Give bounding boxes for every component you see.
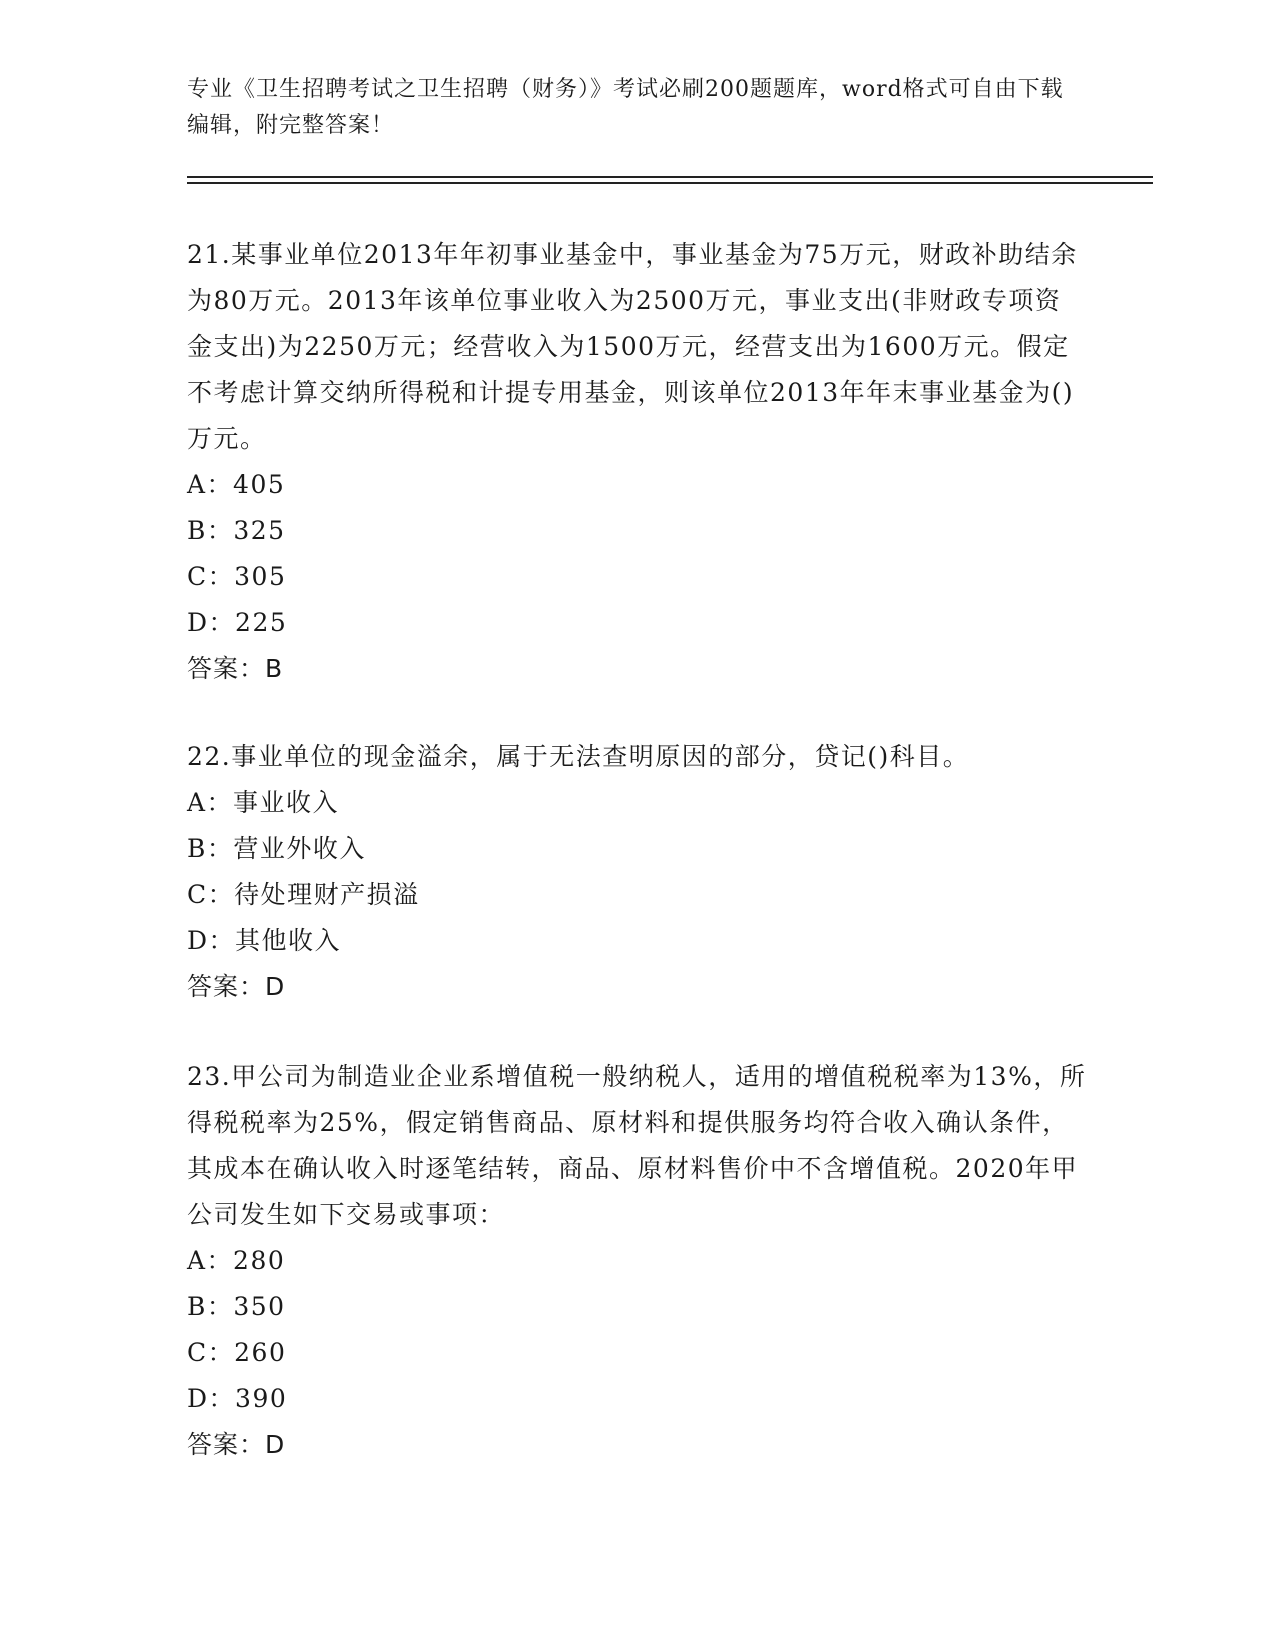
answer-label: 答案：B [187, 654, 284, 683]
option-list [187, 462, 1087, 646]
document-header: 专业《卫生招聘考试之卫生招聘（财务）》考试必刷200题题库，word格式可自由下载编辑，附完整答案！ [187, 77, 1064, 138]
option-b: B：325 [187, 516, 286, 545]
header-divider-top [187, 176, 1153, 178]
question-21 [187, 232, 1087, 692]
option-list [187, 1238, 1087, 1422]
option-d: D：390 [187, 1384, 288, 1413]
option-b: B：350 [187, 1292, 286, 1321]
answer-label: 答案：D [187, 972, 286, 1001]
option-d: D：225 [187, 608, 288, 637]
question-stem: 22.事业单位的现金溢余，属于无法查明原因的部分，贷记()科目。 [187, 742, 970, 771]
question-stem: 21.某事业单位2013年年初事业基金中，事业基金为75万元，财政补助结余为80万元。2013年该单位事业收入为2500万元，事业支出(非财政专项资金支出)为2250万元；经营收入为1500万元，经营支出为1600万元。假定不考虑计算交纳所得税和计提专用基金，则该单位2013年年末事业基金为()万元。 [187, 240, 1078, 453]
option-a: A：405 [187, 470, 286, 499]
option-list [187, 780, 1087, 964]
option-a: A：280 [187, 1246, 286, 1275]
option-a: A：事业收入 [187, 788, 340, 817]
option-c: C：260 [187, 1338, 287, 1367]
option-c: C：305 [187, 562, 287, 591]
option-c: C：待处理财产损溢 [187, 880, 420, 909]
question-22 [187, 734, 1087, 1010]
question-stem: 23.甲公司为制造业企业系增值税一般纳税人，适用的增值税税率为13%，所得税税率为25%，假定销售商品、原材料和提供服务均符合收入确认条件，其成本在确认收入时逐笔结转，商品、原材料售价中不含增值税。2020年甲公司发生如下交易或事项： [187, 1062, 1087, 1229]
header-divider-bottom [187, 182, 1153, 184]
answer-label: 答案：D [187, 1430, 286, 1459]
option-b: B：营业外收入 [187, 834, 366, 863]
question-23 [187, 1054, 1087, 1468]
option-d: D：其他收入 [187, 926, 342, 955]
